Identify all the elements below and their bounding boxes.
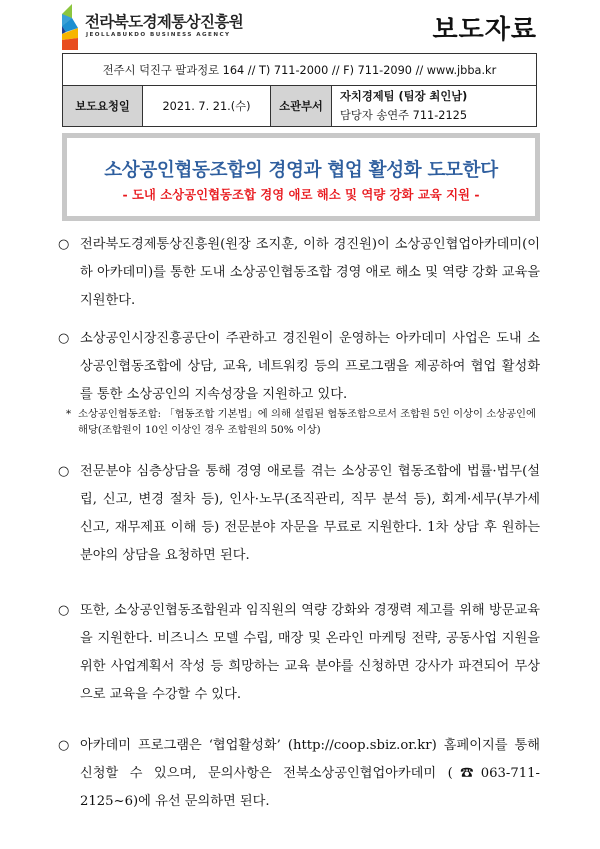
department-team: 자치경제팀 (팀장 최인남)	[340, 90, 468, 103]
bullet-circle-icon: ○	[58, 237, 70, 252]
department-value	[332, 86, 536, 126]
paragraph-text: 전라북도경제통상진흥원(원장 조지훈, 이하 경진원)이 소상공인협업아카데미(이하 아카데미)를 통한 도내 소상공인협동조합 경영 애로 해소 및 역량 강화 교육을 지원한다.	[80, 237, 540, 308]
org-name-en: JEOLLABUKDO BUSINESS AGENCY	[86, 32, 231, 38]
org-logo	[58, 4, 298, 50]
paragraph-text: 또한, 소상공인협동조합원과 임직원의 역량 강화와 경쟁력 제고를 위해 방문교육을 지원한다. 비즈니스 모델 수립, 매장 및 온라인 마케팅 전략, 공동사업 지원을 위한 사업계획서 작성 등 희망하는 교육 분야를 신청하면 강사가 파견되어 무상으로 교육을 수강할 수 있다.	[80, 603, 540, 702]
paragraph-text: 전문분야 심층상담을 통해 경영 애로를 겪는 소상공인 협동조합에 법률·법무(설립, 신고, 변경 절차 등), 인사·노무(조직관리, 직무 분석 등), 회계·세무(부가세 신고, 재무제표 이해 등) 전문분야 자문을 무료로 지원한다. 1차 상담 후 원하는 분야의 상담을 요청하면 된다.	[80, 464, 541, 563]
contact-line: 전주시 덕진구 팔과정로 164 // T) 711-2000 // F) 711-2090 // www.jbba.kr	[63, 54, 536, 86]
footnote	[66, 406, 542, 438]
bullet-circle-icon: ○	[58, 464, 70, 479]
press-info-table	[62, 53, 537, 127]
department-contact: 담당자 송연주 711-2125	[340, 109, 468, 122]
org-name-kr: 전라북도경제통상진흥원	[85, 13, 244, 31]
footnote-text: 소상공인협동조합: 「협동조합 기본법」에 의해 설립된 협동조합으로서 조합원 5인 이상이 소상공인에 해당(조합원이 10인 이상인 경우 조합원의 50% 이상)	[78, 408, 536, 436]
bullet-circle-icon: ○	[58, 603, 70, 618]
bullet-circle-icon: ○	[58, 331, 70, 346]
headline-box	[62, 133, 540, 221]
headline-title: 소상공인협동조합의 경영과 협업 활성화 도모한다	[104, 160, 498, 181]
request-date-label: 보도요청일	[63, 86, 143, 126]
paragraph-2	[58, 325, 540, 409]
paragraph-1	[58, 231, 540, 315]
request-date-value: 2021. 7. 21.(수)	[143, 86, 271, 126]
doc-type-title: 보도자료	[432, 15, 537, 45]
headline-subtitle: - 도내 소상공인협동조합 경영 애로 해소 및 역량 강화 교육 지원 -	[122, 187, 480, 202]
paragraph-5	[58, 732, 540, 816]
department-label: 소관부서	[271, 86, 332, 126]
paragraph-text: 아카데미 프로그램은 ‘협업활성화’ (http://coop.sbiz.or.kr) 홈페이지를 통해 신청할 수 있으며, 문의사항은 전북소상공인협업아카데미 (☎063-711-2125~6)에 유선 문의하면 된다.	[80, 738, 540, 809]
bullet-circle-icon: ○	[58, 738, 70, 753]
paragraph-text: 소상공인시장진흥공단이 주관하고 경진원이 운영하는 아카데미 사업은 도내 소상공인협동조합에 상담, 교육, 네트워킹 등의 프로그램을 제공하여 협업 활성화를 통한 소상공인의 지속성장을 지원하고 있다.	[80, 331, 540, 402]
paragraph-4	[58, 597, 540, 709]
paragraph-3	[58, 458, 540, 570]
org-logo-mark-icon	[58, 4, 80, 50]
footnote-asterisk: *	[66, 408, 72, 420]
release-info-row	[63, 86, 536, 126]
